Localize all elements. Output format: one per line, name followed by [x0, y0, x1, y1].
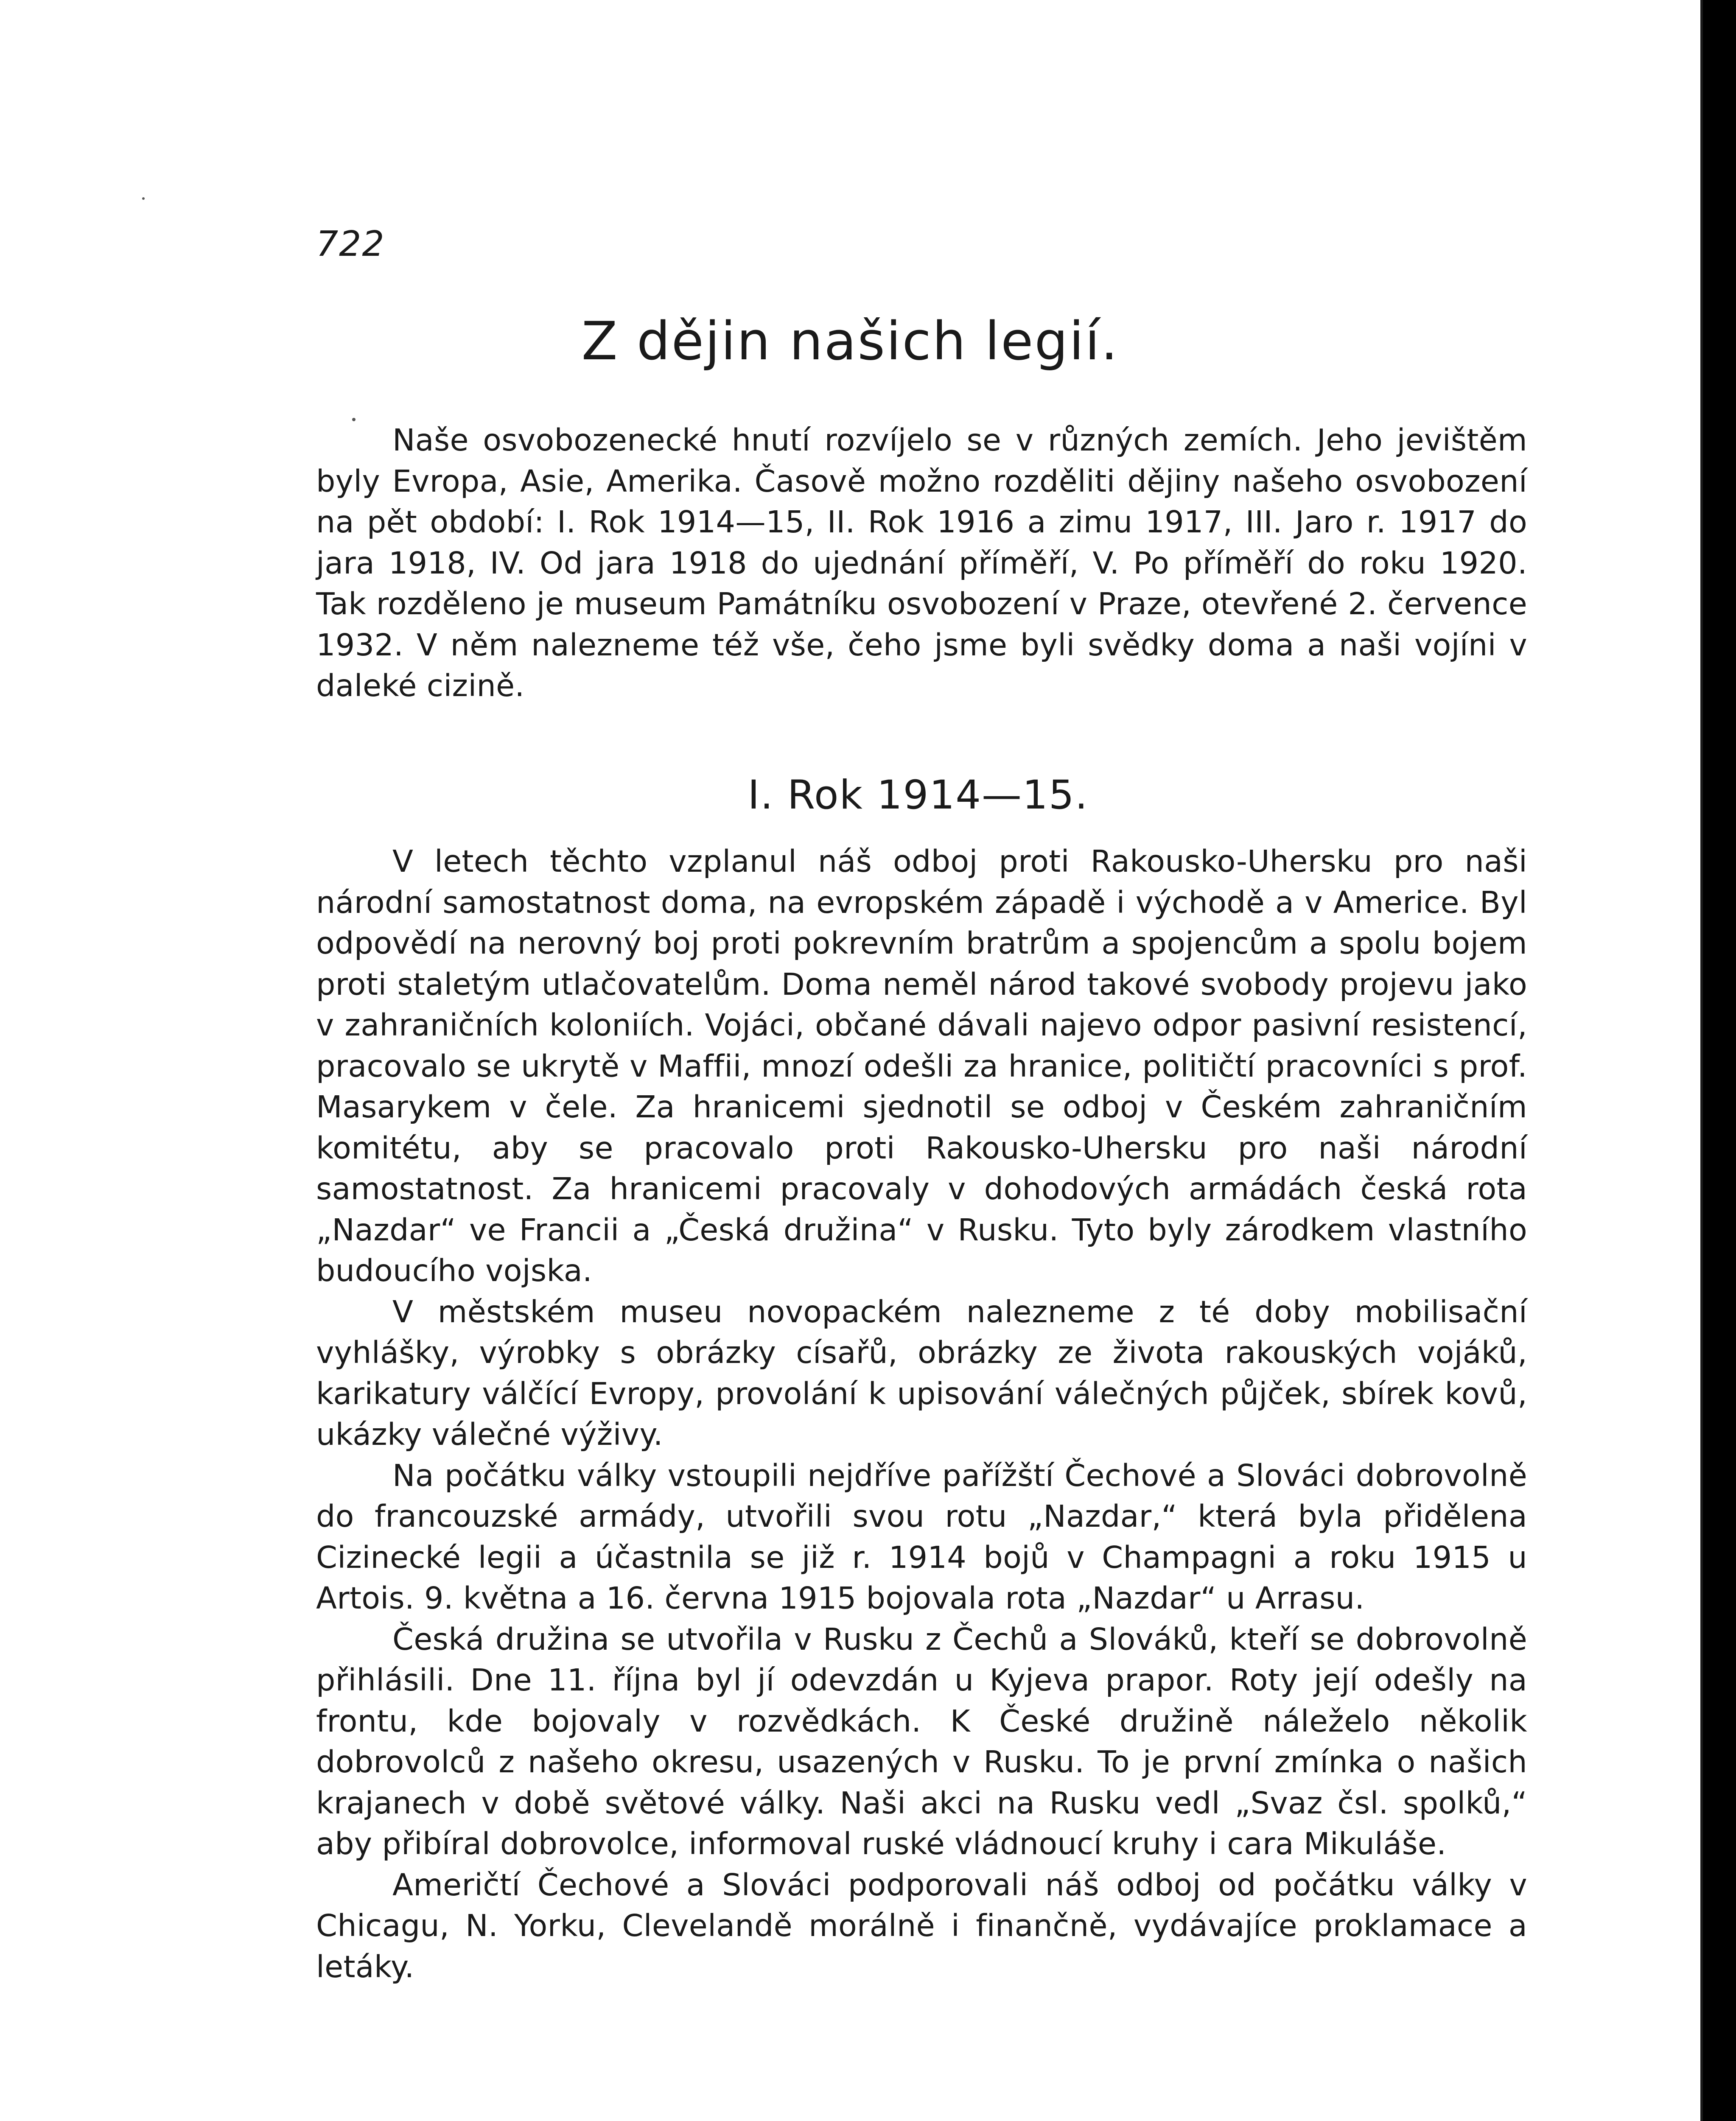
section-heading: I. Rok 1914—15.	[748, 772, 1089, 818]
body-paragraph: V letech těchto vzplanul náš odboj proti Rakousko-Uhersku pro naši národní samostatnost doma, na evropském západě i východě a v Americe. Byl odpovědí na nerovný boj proti pokrevním bratrům a spojencům a spolu bojem proti staletým utlačovatelům. Doma neměl národ takové svobody projevu jako v zahraničních koloniích. Vojáci, občané dávali najevo odpor pasivní resistencí, pracovalo se ukrytě v Maffii, mnozí odešli za hranice, političtí pracovníci s prof. Masarykem v čele. Za hranicemi sjednotil se odboj v Českém zahraničním komitétu, aby se pracovalo proti Rakousko-Uhersku pro naši národní samostatnost. Za hranicemi pracovaly v dohodových armádách česká rota „Nazdar“ ve Francii a „Česká družina“ v Rusku. Tyto byly zárodkem vlastního budoucího vojska.	[316, 844, 1527, 1288]
page-number: 722	[316, 224, 385, 264]
scan-speck	[142, 197, 145, 200]
scan-speck	[352, 418, 356, 421]
body-paragraph: Česká družina se utvořila v Rusku z Čechů a Slováků, kteří se dobrovolně přihlásili. Dne 11. října byl jí odevzdán u Kyjeva prapor. Roty její odešly na frontu, kde bojovaly v rozvědkách. K České družině náleželo několik dobrovolců z našeho okresu, usazených v Rusku. To je první zmínka o našich krajanech v době světové války. Naši akci na Rusku vedl „Svaz čsl. spolků,“ aby přibíral dobrovolce, informoval ruské vládnoucí kruhy i cara Mikuláše.	[316, 1621, 1527, 1861]
section-body	[316, 841, 1527, 1987]
article-title: Z dějin našich legií.	[581, 311, 1119, 372]
body-paragraph: Na počátku války vstoupili nejdříve pařížští Čechové a Slováci dobrovolně do francouzské armády, utvořili svou rotu „Nazdar,“ která byla přidělena Cizinecké legii a účastnila se již r. 1914 bojů v Champagni a roku 1915 u Artois. 9. května a 16. června 1915 bojovala rota „Nazdar“ u Arrasu.	[316, 1458, 1527, 1616]
body-paragraph: Američtí Čechové a Slováci podporovali náš odboj od počátku války v Chicagu, N. Yorku, Clevelandě morálně i finančně, vydávajíce proklamace a letáky.	[316, 1867, 1527, 1984]
body-paragraph: V městském museu novopackém nalezneme z té doby mobilisační vyhlášky, výrobky s obrázky císařů, obrázky ze života rakouských vojáků, karikatury válčící Evropy, provolání k upisování válečných půjček, sbírek kovů, ukázky válečné výživy.	[316, 1294, 1527, 1452]
intro-paragraph: Naše osvobozenecké hnutí rozvíjelo se v různých zemích. Jeho jevištěm byly Evropa, Asie, Amerika. Časově možno rozděliti dějiny našeho osvobození na pět období: I. Rok 1914—15, II. Rok 1916 a zimu 1917, III. Jaro r. 1917 do jara 1918, IV. Od jara 1918 do ujednání příměří, V. Po příměří do roku 1920. Tak rozděleno je museum Památníku osvobození v Praze, otevřené 2. července 1932. V něm nalezneme též vše, čeho jsme byli svědky doma a naši vojíni v daleké cizině.	[316, 423, 1527, 703]
intro-section	[316, 420, 1527, 707]
